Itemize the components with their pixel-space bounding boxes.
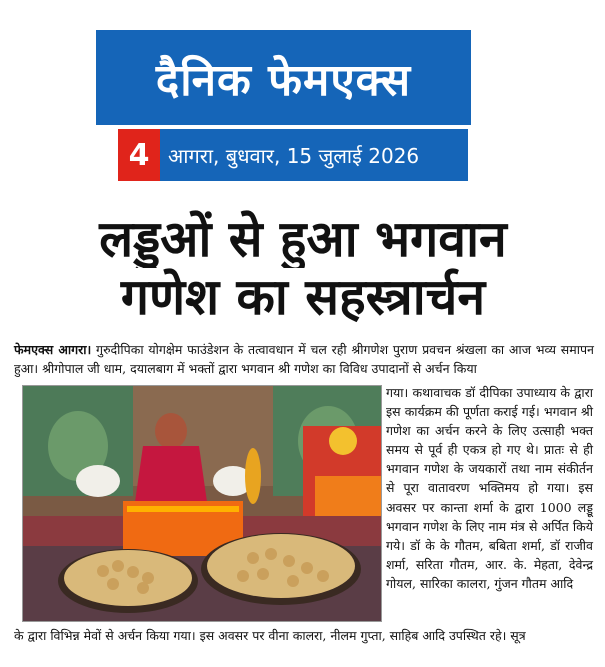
- headline-line-1: लड्डुओं से हुआ भगवान: [99, 210, 507, 268]
- page-number: 4: [118, 129, 160, 181]
- headline-line-2: गणेश का सहस्त्रार्चन: [120, 268, 486, 326]
- newspaper-masthead: दैनिक फेमएक्स: [96, 30, 471, 125]
- article-tail: के द्वारा विभिन्न मेवों से अर्चन किया गया। इस अवसर पर वीना कालरा, नीलम गुप्ता, साहिब आदि उपस्थित रहे। सूत्र: [14, 628, 526, 643]
- article-byline: फेमएक्स आगरा।: [14, 342, 92, 357]
- article-lead-text: गुरुदीपिका योगक्षेम फाउंडेशन के तत्वावधान में चल रही श्रीगणेश पुराण प्रवचन श्रंखला का आज भव्य समापन हुआ। श्रीगोपाल जी धाम, दयालबाग में भक्तों द्वारा भगवान श्री गणेश का विविध उपादानों से अर्चन किया: [14, 342, 594, 377]
- dateline-text: आगरा, बुधवार, 15 जुलाई 2026: [168, 143, 420, 168]
- dateline-bar: [118, 129, 468, 181]
- article-side-column: गया। कथावाचक डॉ दीपिका उपाध्याय के द्वारा इस कार्यक्रम की पूर्णता कराई गई। भगवान श्री गणेश का अर्चन करने के लिए उत्साही भक्त समय से पूर्व ही एकत्र हो गए थे। प्रातः से ही भगवान गणेश के जयकारों तथा नाम संकीर्तन से पूरा वातावरण भक्तिमय हो गया। इस अवसर पर कान्ता शर्मा के द्वारा 1000 लड्डू भगवान गणेश के लिए नाम मंत्र से अर्पित किये गये। डॉ के के गौतम, बबिता शर्मा, डॉ राजीव शर्मा, सरिता गौतम, आर. के. मेहता, देवेन्द्र गोयल, सारिका कालरा, गुंजन गौतम आदि: [386, 385, 593, 591]
- article-headline: [14, 210, 592, 326]
- article-photo: [22, 385, 382, 622]
- article-lead-paragraph: [14, 340, 594, 378]
- article-lead: [14, 340, 594, 378]
- ganesh-archan-photo: [23, 386, 381, 621]
